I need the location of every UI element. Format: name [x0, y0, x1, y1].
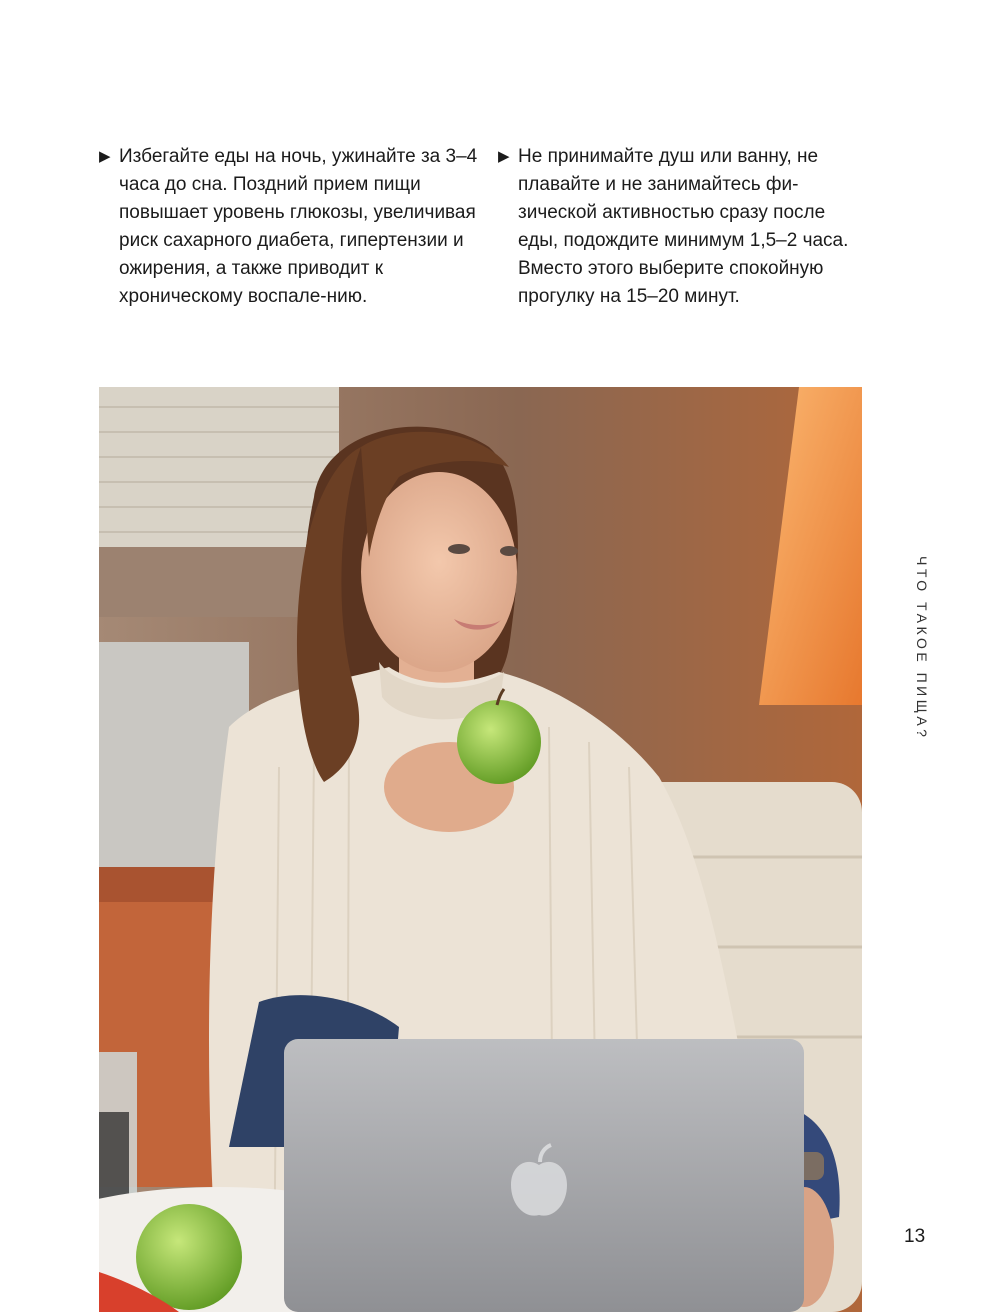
page-number: 13 — [904, 1226, 926, 1247]
bullet-item-after-meal-activity — [498, 143, 858, 311]
bullet-item-late-eating — [99, 143, 479, 311]
running-head: ЧТО ТАКОЕ ПИЩА? — [914, 556, 930, 741]
photo-woman-with-apple — [99, 387, 862, 1312]
bullet-text: Избегайте еды на ночь, ужинайте за 3–4 часа до сна. Поздний прием пищи повышает уровень глюкозы, увеличивая риск сахарного диабета, гипертензии и ожирения, а также приводит к хроническому воспале-нию. — [119, 146, 478, 307]
bullet-triangle-icon: ▶ — [498, 148, 510, 165]
bullet-triangle-icon: ▶ — [99, 148, 111, 165]
bullet-text: Не принимайте душ или ванну, не плавайте и не занимайтесь фи-зической активностью сразу после еды, подождите минимум 1,5–2 часа. Вместо этого выберите спокойную прогулку на 15–20 минут. — [518, 146, 849, 307]
